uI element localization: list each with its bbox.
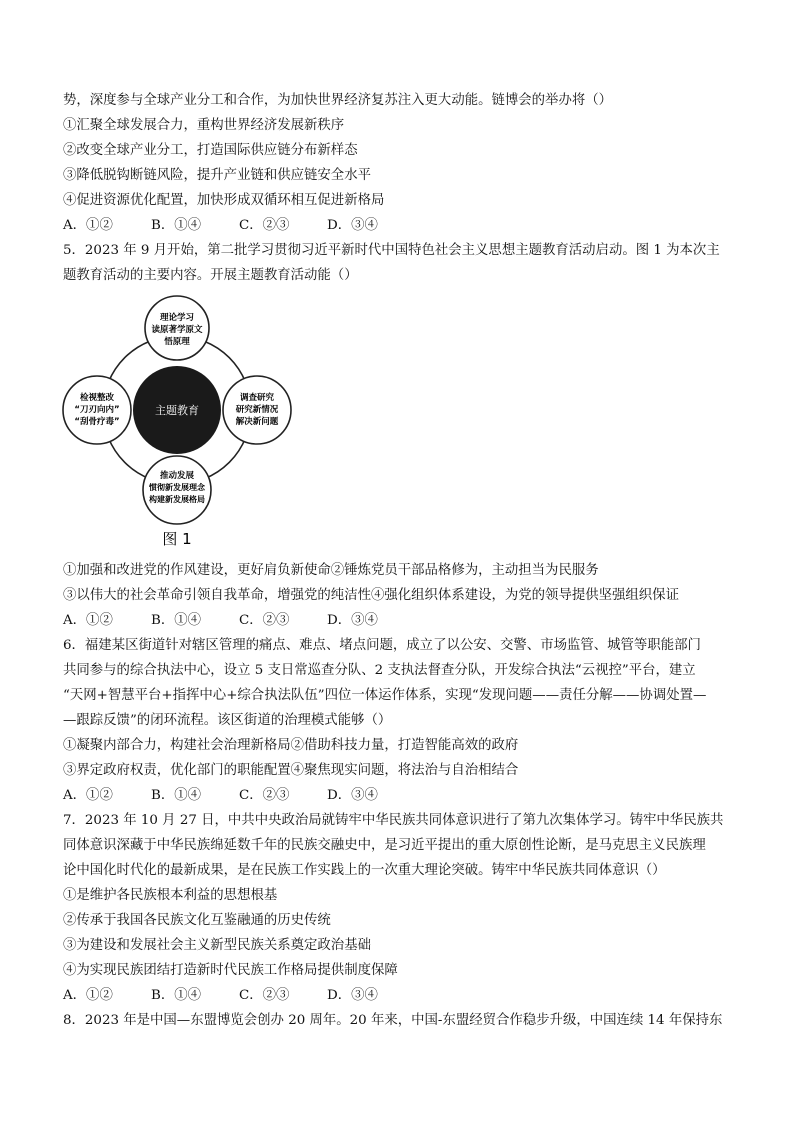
diagram-right-line-3: 解决新问题 bbox=[235, 417, 279, 427]
q7-stem-line-1: 7．2023 年 10 月 27 日，中共中央政治局就铸牢中华民族共同体意识进行了第九次集体学习。铸牢中华民族共 bbox=[63, 813, 724, 828]
q7-choice-d: D．③④ bbox=[327, 988, 378, 1003]
q4-option-2: ②改变全球产业分工，打造国际供应链分布新样态 bbox=[63, 143, 358, 158]
q5-choice-c: C．②③ bbox=[239, 613, 290, 628]
diagram-bottom-line-1: 推动发展 bbox=[159, 471, 195, 481]
diagram-bottom-line-3: 构建新发展格局 bbox=[149, 495, 205, 504]
q6-stem-line-4: —跟踪反馈”的闭环流程。该区街道的治理模式能够（） bbox=[63, 713, 392, 728]
q7-option-4: ④为实现民族团结打造新时代民族工作格局提供制度保障 bbox=[63, 963, 398, 978]
diagram-left-line-1: 检视整改 bbox=[79, 393, 115, 403]
q8-stem-line-1: 8．2023 年是中国—东盟博览会创办 20 周年。20 年来，中国-东盟经贸合作稳步升级，中国连续 14 年保持东 bbox=[63, 1013, 723, 1028]
q4-option-1: ①汇聚全球发展合力，重构世界经济发展新秩序 bbox=[63, 118, 345, 133]
q7-choices bbox=[63, 987, 733, 1004]
q6-choice-d: D．③④ bbox=[327, 788, 378, 803]
q7-option-3: ③为建设和发展社会主义新型民族关系奠定政治基础 bbox=[63, 938, 371, 953]
q4-option-4: ④促进资源优化配置，加快形成双循环相互促进新格局 bbox=[63, 193, 385, 208]
q6-stem-line-1: 6．福建某区街道针对辖区管理的痛点、难点、堵点问题，成立了以公安、交警、市场监管、城管等职能部门 bbox=[63, 638, 701, 653]
q6-options-line-2: ③界定政府权责，优化部门的职能配置④聚焦现实问题，将法治与自治相结合 bbox=[63, 763, 519, 778]
q6-choice-b: B．①④ bbox=[151, 788, 202, 803]
q4-stem: 势，深度参与全球产业分工和合作，为加快世界经济复苏注入更大动能。链博会的举办将（） bbox=[63, 93, 613, 108]
diagram-left-line-3: “刮骨疗毒” bbox=[74, 417, 120, 427]
q4-option-3: ③降低脱钩断链风险，提升产业链和供应链安全水平 bbox=[63, 168, 371, 183]
q6-options-line-1: ①凝聚内部合力，构建社会治理新格局②借助科技力量，打造智能高效的政府 bbox=[63, 738, 519, 753]
q7-stem-line-2: 同体意识深藏于中华民族绵延数千年的民族交融史中，是习近平提出的重大原创性论断，是马克思主义民族理 bbox=[63, 838, 706, 853]
q6-stem-line-2: 共同参与的综合执法中心，设立 5 支日常巡查分队、2 支执法督查分队，开发综合执法“云视控”平台，建立 bbox=[63, 663, 696, 678]
q4-choice-d: D．③④ bbox=[327, 218, 378, 233]
q5-options-line-2: ③以伟大的社会革命引领自我革命，增强党的纯洁性④强化组织体系建设，为党的领导提供坚强组织保证 bbox=[63, 588, 679, 603]
q5-choices bbox=[63, 612, 733, 629]
diagram-left-line-2: “刀刃向内” bbox=[74, 405, 120, 415]
q5-diagram bbox=[60, 292, 300, 552]
diagram-right-line-2: 研究新情况 bbox=[235, 405, 279, 415]
q5-stem-line-2: 题教育活动的主要内容。开展主题教育活动能（） bbox=[63, 268, 358, 283]
q7-option-2: ②传承于我国各民族文化互鉴融通的历史传统 bbox=[63, 913, 331, 928]
q7-choice-a: A．①② bbox=[63, 988, 113, 1003]
q7-choice-b: B．①④ bbox=[151, 988, 202, 1003]
q6-choice-c: C．②③ bbox=[239, 788, 290, 803]
diagram-top-line-1: 理论学习 bbox=[159, 313, 195, 323]
diagram-right-line-1: 调查研究 bbox=[239, 393, 275, 403]
q5-choice-a: A．①② bbox=[63, 613, 113, 628]
q6-choices bbox=[63, 787, 733, 804]
q7-choice-c: C．②③ bbox=[239, 988, 290, 1003]
diagram-top-line-2: 读原著学原文 bbox=[151, 325, 203, 335]
q4-choices bbox=[63, 217, 733, 234]
diagram-center-label: 主题教育 bbox=[155, 404, 199, 417]
q4-choice-b: B．①④ bbox=[151, 218, 202, 233]
q5-stem-line-1: 5．2023 年 9 月开始，第二批学习贯彻习近平新时代中国特色社会主义思想主题教育活动启动。图 1 为本次主 bbox=[63, 243, 720, 258]
q5-choice-b: B．①④ bbox=[151, 613, 202, 628]
q6-stem-line-3: “天网+智慧平台+指挥中心+综合执法队伍”四位一体运作体系，实现“发现问题——责任分解——协调处置— bbox=[63, 688, 707, 703]
q6-choice-a: A．①② bbox=[63, 788, 113, 803]
q7-stem-line-3: 论中国化时代化的最新成果，是在民族工作实践上的一次重大理论突破。铸牢中华民族共同体意识（） bbox=[63, 863, 666, 878]
q5-choice-d: D．③④ bbox=[327, 613, 378, 628]
diagram-bottom-line-2: 惯彻新发展理念 bbox=[149, 483, 205, 492]
diagram-caption: 图 1 bbox=[162, 530, 192, 548]
q7-option-1: ①是维护各民族根本利益的思想根基 bbox=[63, 888, 278, 903]
q5-options-line-1: ①加强和改进党的作风建设，更好肩负新使命②锤炼党员干部品格修为，主动担当为民服务 bbox=[63, 563, 599, 578]
q4-choice-c: C．②③ bbox=[239, 218, 290, 233]
q4-choice-a: A．①② bbox=[63, 218, 113, 233]
diagram-top-line-3: 悟原理 bbox=[164, 337, 190, 347]
